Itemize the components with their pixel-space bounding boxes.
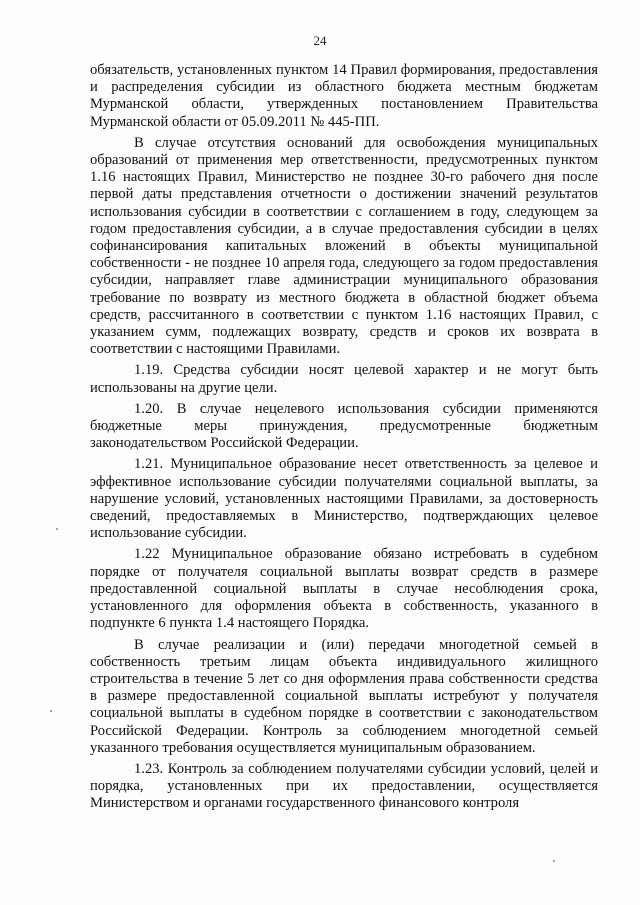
document-body — [90, 62, 598, 813]
paragraph-1-20: 1.20. В случае нецелевого использования субсидии применяются бюджетные меры принуждения, предусмотренные бюджетным законодательством Российской Федерации. — [90, 400, 598, 452]
paragraph-1-23: 1.23. Контроль за соблюдением получателями субсидии условий, целей и порядка, установленных при их предоставлении, осуществляется Министерством и органами государственного финансового контроля — [90, 760, 598, 812]
paragraph-1-21: 1.21. Муниципальное образование несет ответственность за целевое и эффективное использование субсидии получателями социальной выплаты, за нарушение условий, установленных настоящими Правилами, за достоверность сведений, предоставляемых в Министерство, подтверждающих целевое использование субсидии. — [90, 456, 598, 542]
paragraph-return-requirement: В случае отсутствия оснований для освобождения муниципальных образований от применения мер ответственности, предусмотренных пунктом 1.16 настоящих Правил, Министерство не позднее 30-го рабочего дня после первой даты представления отчетности о достижении значений результатов использования субсидии в соответствии с соглашением в году, следующем за годом предоставления субсидии, а в случае предоставления субсидии в целях софинансирования капитальных вложений в объекты муниципальной собственности - не позднее 10 апреля года, следующего за годом предоставления субсидии, направляет главе администрации муниципального образования требование по возврату из местного бюджета в областной бюджет объема средств, рассчитанного в соответствии с пунктом 1.16 настоящих Правил, с указанием сумм, подлежащих возврату, средств и сроков их возврата в соответствии с настоящими Правилами. — [90, 134, 598, 358]
page-number: 24 — [313, 33, 327, 48]
scan-speck — [553, 860, 555, 862]
paragraph-1-22: 1.22 Муниципальное образование обязано истребовать в судебном порядке от получателя социальной выплаты возврат средств в размере предоставленной социальной выплаты в случае несоблюдения срока, установленного для оформления объекта в собственность, указанного в подпункте 6 пункта 1.4 настоящего Порядка. — [90, 546, 598, 632]
paragraph-continuation: обязательств, установленных пунктом 14 Правил формирования, предоставления и распределения субсидии из областного бюджета местным бюджетам Мурманской области, утвержденных постановлением Правительства Мурманской области от 05.09.2011 № 445-ПП. — [90, 62, 598, 130]
scan-speck — [56, 528, 58, 530]
scan-speck — [50, 710, 52, 712]
paragraph-transfer-case: В случае реализации и (или) передачи многодетной семьей в собственность третьим лицам объекта индивидуального жилищного строительства в течение 5 лет со дня оформления права собственности средства в размере предоставленной социальной выплаты истребуют у получателя социальной выплаты в судебном порядке в соответствии с законодательством Российской Федерации. Контроль за соблюдением многодетной семьей указанного требования осуществляется муниципальным образованием. — [90, 636, 598, 756]
paragraph-1-19: 1.19. Средства субсидии носят целевой характер и не могут быть использованы на другие цели. — [90, 362, 598, 396]
